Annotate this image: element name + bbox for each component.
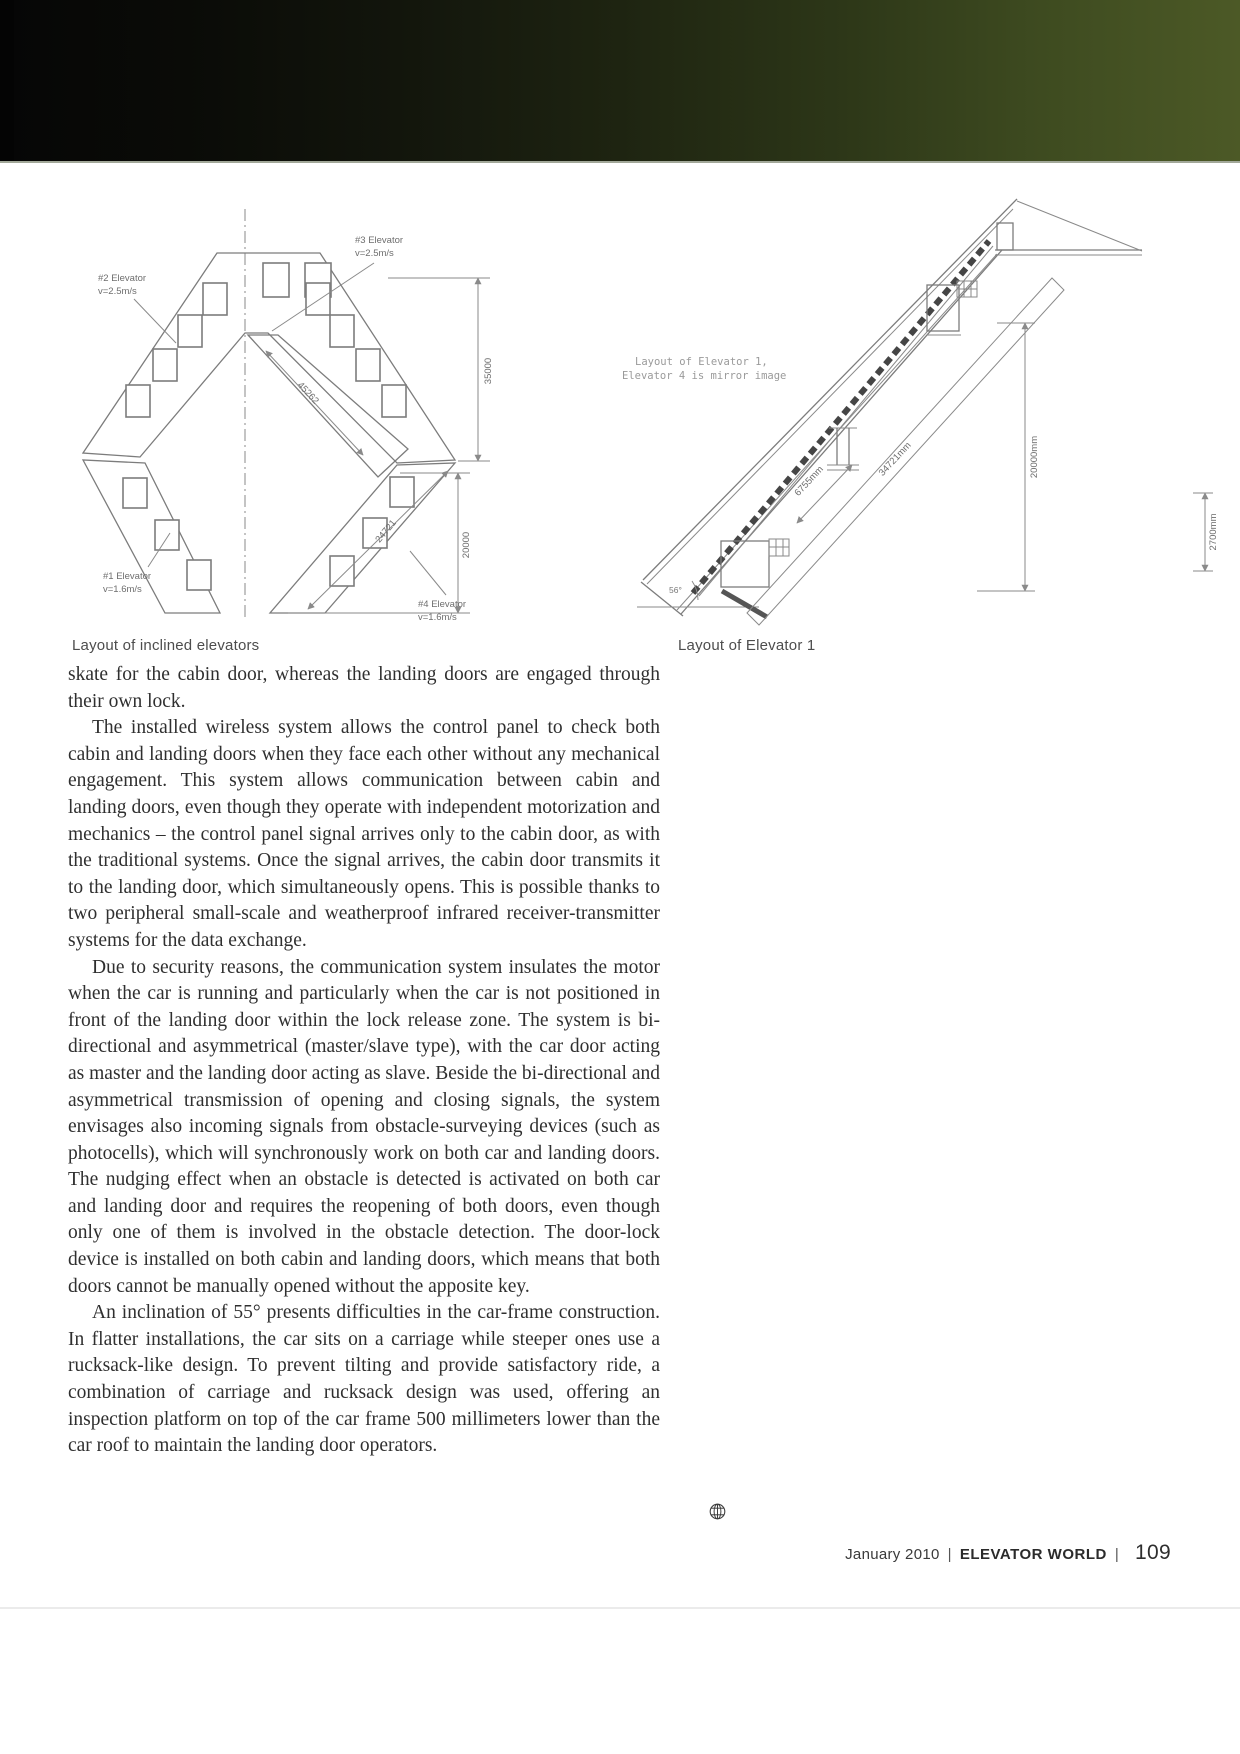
article-paragraph: Due to security reasons, the communication system insulates the motor when the car is running and particularly when the car is not positioned in front of the landing door within the lock release zone. The system is bi-directional and asymmetrical (master/slave type), with the car door acting as master and the landing door acting as slave. Beside the bi-directional and asymmetrical transmission of opening and closing signals, the system envisages also incoming signals from obstacle-surveying devices (such as photocells), which will synchronously work on both car and landing doors. The nudging effect when an obstacle is detected is activated on both car and landing door and requires the reopening of both doors, even though only one of them is involved in the obstacle detection. The door-lock device is installed on both cabin and landing doors, which means that both doors cannot be manually opened without the apposite key. [68,956,660,1297]
caption-left-figure: Layout of inclined elevators [72,637,260,654]
dimension-carriage-value: 6755mm [792,464,826,499]
svg-text:#1 Elevator: #1 Elevator [103,571,152,582]
figure-note-line2: Elevator 4 is mirror image [622,370,787,382]
svg-text:v=2.5m/s: v=2.5m/s [98,286,137,297]
inclined-shaft [637,199,1017,616]
bottom-divider [0,1607,1240,1609]
footer-separator: | [1114,1546,1120,1563]
page-footer [845,1541,1171,1565]
dimension-upper-right-value: 35000 [483,357,494,385]
angle-value: 56° [669,585,682,595]
carriage [722,591,767,617]
footer-page-number: 109 [1135,1541,1171,1564]
dimension-travel-value: 34721mm [876,440,914,479]
svg-text:v=1.6m/s: v=1.6m/s [418,612,457,623]
globe-icon [709,1503,726,1520]
article-paragraph: skate for the cabin door, whereas the landing doors are engaged through their own lock. [68,664,660,712]
figure-inclined-elevators-plan [58,203,508,631]
article-paragraph: An inclination of 55° presents difficulties in the car-frame construction. In flatter installations, the car sits on a carriage while steeper ones use a rucksack-like design. To prevent tilting and provide satisfactory ride, a combination of carriage and rucksack design was used, offering an inspection platform on top of the car frame 500 millimeters lower than the car roof to maintain the landing door operators. [68,1302,660,1457]
guide-rail-track [693,241,989,593]
leader-line [134,299,176,343]
dimension-rise-value: 20000mm [1029,435,1040,479]
svg-text:v=2.5m/s: v=2.5m/s [355,248,394,259]
svg-text:#4 Elevator: #4 Elevator [418,599,467,610]
support-column [827,428,859,470]
svg-text:#3 Elevator: #3 Elevator [355,235,404,246]
leader-line [410,551,446,595]
footer-separator: | [947,1546,952,1563]
header-banner [0,0,1240,163]
guide-rail-edge [699,246,993,596]
article-paragraph: The installed wireless system allows the control panel to check both cabin and landing doors when they face each other without any mechanical engagement. This system allows communication between cabin and landing doors, even though they operate with independent motorization and mechanics – the control panel signal arrives only to the cabin door, as with the traditional systems. Once the signal arrives, the cabin door transmits it to the landing door, which simultaneously opens. This is possible thanks to two peripheral small-scale and weatherproof infrared receiver-transmitter systems for the data exchange. [68,717,660,951]
figure-elevator1-section [597,193,1240,628]
footer-issue: January 2010 [845,1546,940,1563]
roof-line [995,201,1142,255]
figure-note-line1: Layout of Elevator 1, [635,356,768,368]
footer-magazine-title: ELEVATOR WORLD [959,1546,1107,1563]
svg-text:#2 Elevator: #2 Elevator [98,273,147,284]
article-body [68,662,660,1460]
dimension-lower-right-value: 20000 [461,531,472,559]
header-banner-left-edge [0,0,14,161]
svg-text:v=1.6m/s: v=1.6m/s [103,584,142,595]
dimension-lower-diagonal-value: 24721 [373,517,399,546]
dimension-diagonal-value: 45262 [294,379,321,407]
dimension-pit-value: 2700mm [1208,513,1219,551]
caption-right-figure: Layout of Elevator 1 [678,637,816,654]
machine-room [997,223,1013,250]
